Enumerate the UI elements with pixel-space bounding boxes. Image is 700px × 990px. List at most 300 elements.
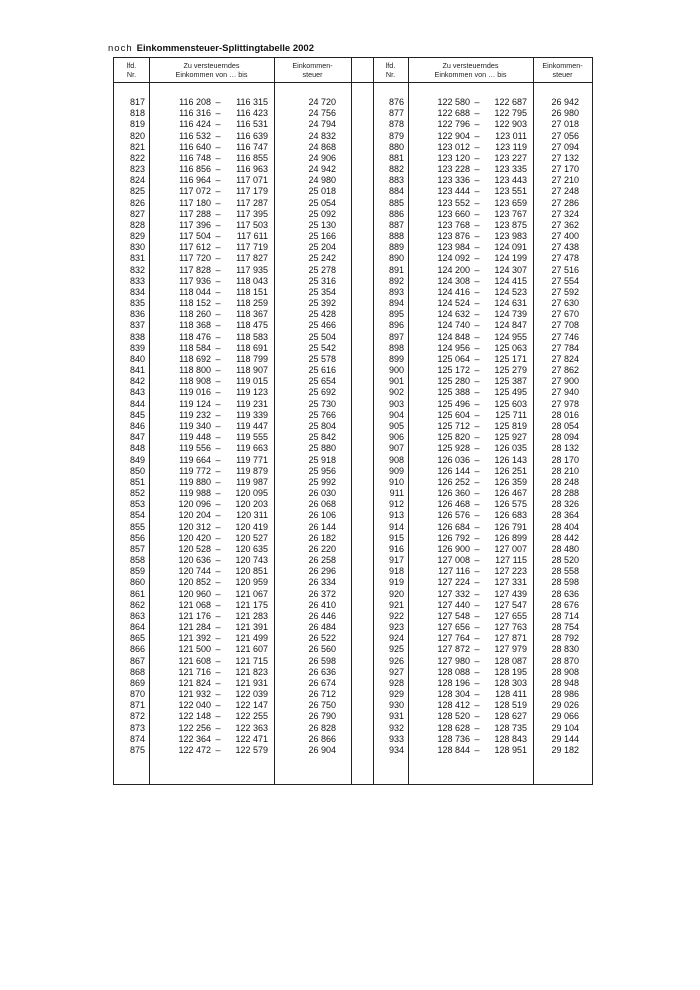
table-cell: – <box>474 409 480 420</box>
table-cell: 25 766 <box>308 409 336 420</box>
table-cell: 849 <box>129 454 145 465</box>
table-cell: 894 <box>388 298 404 309</box>
table-cell: 122 472 <box>178 744 211 755</box>
table-cell: 25 692 <box>308 387 336 398</box>
table-cell: – <box>474 175 480 186</box>
table-cell: – <box>215 677 221 688</box>
table-cell: – <box>215 152 221 163</box>
table-cell: 126 899 <box>494 532 527 543</box>
table-cell: – <box>474 398 480 409</box>
table-cell: 26 296 <box>308 566 336 577</box>
table-cell: – <box>474 689 480 700</box>
table-cell: 120 311 <box>236 510 268 521</box>
table-cell: 27 940 <box>551 387 579 398</box>
column-income-to <box>225 97 268 756</box>
table-cell: 925 <box>388 644 404 655</box>
table-cell: – <box>215 610 221 621</box>
table-cell: 118 475 <box>236 320 268 331</box>
table-cell: – <box>474 744 480 755</box>
table-cell: 128 304 <box>437 689 470 700</box>
table-cell: 126 683 <box>494 510 527 521</box>
table-cell: 28 714 <box>551 610 579 621</box>
table-cell: 119 771 <box>236 454 268 465</box>
table-cell: – <box>215 588 221 599</box>
table-cell: 26 866 <box>308 733 336 744</box>
table-cell: – <box>474 488 480 499</box>
table-cell: – <box>474 275 480 286</box>
table-cell: 843 <box>129 387 145 398</box>
table-cell: 25 466 <box>308 320 336 331</box>
table-cell: 28 364 <box>551 510 579 521</box>
table-cell: 125 172 <box>437 365 470 376</box>
table-cell: – <box>215 655 221 666</box>
table-cell: 127 440 <box>437 599 470 610</box>
table-cell: 128 735 <box>494 722 527 733</box>
table-cell: 124 955 <box>494 331 527 342</box>
table-cell: 124 631 <box>494 298 527 309</box>
table-cell: 901 <box>388 376 404 387</box>
table-cell: – <box>474 420 480 431</box>
table-cell: – <box>215 253 221 264</box>
table-cell: 123 768 <box>437 219 470 230</box>
table-cell: 861 <box>129 588 145 599</box>
table-cell: 25 654 <box>308 376 336 387</box>
table-cell: 123 876 <box>437 231 470 242</box>
table-cell: 27 056 <box>551 130 579 141</box>
table-cell: – <box>215 644 221 655</box>
table-cell: – <box>215 744 221 755</box>
table-cell: 116 747 <box>236 141 268 152</box>
table-cell: 124 308 <box>437 275 470 286</box>
table-cell: 125 063 <box>494 342 527 353</box>
table-cell: 119 772 <box>179 465 211 476</box>
table-cell: 123 552 <box>437 197 470 208</box>
table-cell: 122 256 <box>178 722 211 733</box>
table-cell: 116 855 <box>236 152 268 163</box>
table-cell: 118 584 <box>179 342 211 353</box>
table-cell: 24 794 <box>308 119 336 130</box>
table-cell: 873 <box>129 722 145 733</box>
table-cell: 897 <box>388 331 404 342</box>
table-cell: 826 <box>129 197 145 208</box>
table-cell: 27 400 <box>551 231 579 242</box>
table-cell: 124 199 <box>494 253 527 264</box>
table-cell: 914 <box>388 521 404 532</box>
table-cell: 118 907 <box>236 365 268 376</box>
table-cell: 834 <box>129 286 145 297</box>
table-cell: 27 746 <box>551 331 579 342</box>
table-cell: 124 200 <box>437 264 470 275</box>
table-cell: 27 862 <box>551 365 579 376</box>
table-cell: 121 500 <box>178 644 211 655</box>
table-cell: – <box>474 543 480 554</box>
table-cell: 892 <box>388 275 404 286</box>
table-cell: 844 <box>129 398 145 409</box>
table-cell: 26 446 <box>308 610 336 621</box>
table-cell: – <box>215 465 221 476</box>
header-income-range: Zu versteuerndes Einkommen von … bis <box>434 61 507 79</box>
table-cell: 26 144 <box>308 521 336 532</box>
table-cell: 27 708 <box>551 320 579 331</box>
table-cell: 26 030 <box>308 488 336 499</box>
table-cell: 125 171 <box>494 353 527 364</box>
column-rule <box>408 58 409 784</box>
table-cell: 117 071 <box>236 175 268 186</box>
table-cell: 122 687 <box>494 97 527 107</box>
table-cell: 124 739 <box>494 309 527 320</box>
table-cell: 853 <box>129 499 145 510</box>
table-cell: 26 674 <box>308 677 336 688</box>
table-cell: – <box>474 130 480 141</box>
table-cell: 868 <box>129 666 145 677</box>
header-rule <box>114 82 592 83</box>
table-cell: 24 980 <box>308 175 336 186</box>
table-cell: 27 210 <box>551 175 579 186</box>
table-cell: 123 983 <box>494 231 527 242</box>
table-cell: 127 764 <box>437 633 470 644</box>
table-cell: – <box>474 577 480 588</box>
table-cell: – <box>215 320 221 331</box>
table-cell: 29 104 <box>551 722 579 733</box>
table-cell: – <box>215 499 221 510</box>
table-cell: 125 279 <box>494 365 527 376</box>
table-cell: 846 <box>129 420 145 431</box>
table-cell: 123 012 <box>437 141 470 152</box>
table-cell: 123 551 <box>494 186 527 197</box>
table-cell: 127 224 <box>437 577 470 588</box>
table-cell: 870 <box>129 689 145 700</box>
table-cell: 24 756 <box>308 108 336 119</box>
table-cell: 128 411 <box>495 689 527 700</box>
table-cell: 913 <box>388 510 404 521</box>
table-cell: 24 832 <box>308 130 336 141</box>
table-cell: 126 575 <box>494 499 527 510</box>
table-cell: 125 603 <box>494 398 527 409</box>
table-cell: 128 088 <box>437 666 470 677</box>
table-cell: 126 359 <box>494 476 527 487</box>
table-cell: 118 367 <box>236 309 268 320</box>
table-cell: 841 <box>129 365 145 376</box>
table-cell: 120 960 <box>178 588 211 599</box>
table-cell: 905 <box>388 420 404 431</box>
table-cell: 25 278 <box>308 264 336 275</box>
table-cell: 27 478 <box>551 253 579 264</box>
table-cell: 832 <box>129 264 145 275</box>
table-cell: 122 040 <box>178 700 211 711</box>
table-cell: – <box>474 152 480 163</box>
table-cell: 902 <box>388 387 404 398</box>
table-cell: 921 <box>388 599 404 610</box>
table-cell: 27 094 <box>551 141 579 152</box>
table-cell: 116 423 <box>236 108 268 119</box>
header-tax: Einkommen- steuer <box>542 61 583 79</box>
table-cell: 126 468 <box>437 499 470 510</box>
table-cell: – <box>474 164 480 175</box>
table-cell: 919 <box>388 577 404 588</box>
table-cell: 128 843 <box>494 733 527 744</box>
table-cell: – <box>474 141 480 152</box>
table-cell: 881 <box>388 152 404 163</box>
table-cell: 860 <box>129 577 145 588</box>
table-cell: – <box>215 164 221 175</box>
table-cell: – <box>474 700 480 711</box>
table-cell: 827 <box>129 208 145 219</box>
table-cell: 848 <box>129 443 145 454</box>
table-cell: 127 116 <box>438 566 470 577</box>
tax-table <box>113 57 593 785</box>
table-cell: 118 476 <box>179 331 211 342</box>
table-cell: 123 336 <box>437 175 470 186</box>
table-cell: 119 232 <box>179 409 211 420</box>
table-cell: 924 <box>388 633 404 644</box>
table-cell: 858 <box>129 555 145 566</box>
header-lfd-nr: lfd. Nr. <box>385 61 396 79</box>
table-cell: 25 316 <box>308 275 336 286</box>
table-cell: 116 639 <box>236 130 268 141</box>
table-cell: 933 <box>388 733 404 744</box>
table-cell: 124 307 <box>494 264 527 275</box>
table-cell: 119 447 <box>236 420 268 431</box>
table-cell: 27 900 <box>551 376 579 387</box>
table-cell: 26 372 <box>308 588 336 599</box>
table-cell: 117 072 <box>179 186 211 197</box>
table-cell: 876 <box>388 97 404 107</box>
table-cell: 26 828 <box>308 722 336 733</box>
table-cell: 122 903 <box>494 119 527 130</box>
table-cell: – <box>215 722 221 733</box>
table-cell: 127 548 <box>437 610 470 621</box>
table-cell: 842 <box>129 376 145 387</box>
table-cell: 28 054 <box>551 420 579 431</box>
table-cell: – <box>215 231 221 242</box>
table-cell: 847 <box>129 432 145 443</box>
table-cell: – <box>474 711 480 722</box>
table-cell: – <box>474 264 480 275</box>
table-cell: – <box>474 376 480 387</box>
table-cell: 121 608 <box>178 655 211 666</box>
table-cell: 856 <box>129 532 145 543</box>
table-cell: 855 <box>129 521 145 532</box>
table-cell: 26 598 <box>308 655 336 666</box>
table-cell: – <box>474 666 480 677</box>
table-cell: 26 410 <box>308 599 336 610</box>
table-cell: 27 592 <box>551 286 579 297</box>
table-cell: 882 <box>388 164 404 175</box>
table-cell: 26 560 <box>308 644 336 655</box>
table-cell: 118 799 <box>236 353 268 364</box>
table-cell: 28 754 <box>551 622 579 633</box>
table-cell: 28 094 <box>551 432 579 443</box>
table-cell: 126 251 <box>494 465 527 476</box>
table-cell: 121 931 <box>235 677 268 688</box>
table-cell: 126 900 <box>437 543 470 554</box>
table-cell: 26 258 <box>308 555 336 566</box>
table-cell: 839 <box>129 342 145 353</box>
table-cell: 840 <box>129 353 145 364</box>
table-cell: – <box>474 309 480 320</box>
table-cell: 29 182 <box>551 744 579 755</box>
table-cell: – <box>474 208 480 219</box>
column-lfd-nr <box>373 97 404 756</box>
table-cell: 28 288 <box>551 488 579 499</box>
table-cell: 128 736 <box>437 733 470 744</box>
table-cell: 898 <box>388 342 404 353</box>
table-cell: 866 <box>129 644 145 655</box>
table-cell: 28 404 <box>551 521 579 532</box>
table-cell: 875 <box>129 744 145 755</box>
table-cell: 120 203 <box>235 499 268 510</box>
table-cell: – <box>215 175 221 186</box>
table-cell: 126 467 <box>494 488 527 499</box>
table-cell: – <box>215 286 221 297</box>
table-cell: 120 204 <box>178 510 211 521</box>
table-cell: 116 315 <box>236 97 268 107</box>
table-cell: 25 918 <box>308 454 336 465</box>
table-cell: 28 636 <box>551 588 579 599</box>
table-cell: 911 <box>389 488 404 499</box>
table-cell: 125 495 <box>494 387 527 398</box>
table-cell: 120 636 <box>178 555 211 566</box>
table-cell: 867 <box>129 655 145 666</box>
table-cell: 27 018 <box>551 119 579 130</box>
table-cell: 824 <box>129 175 145 186</box>
table-cell: 120 959 <box>235 577 268 588</box>
table-cell: 880 <box>388 141 404 152</box>
table-cell: – <box>474 331 480 342</box>
table-cell: 124 415 <box>494 275 527 286</box>
table-cell: 121 607 <box>235 644 268 655</box>
table-cell: 116 963 <box>236 164 268 175</box>
table-cell: 119 123 <box>236 387 268 398</box>
table-cell: – <box>215 577 221 588</box>
column-lfd-nr <box>114 97 145 756</box>
table-cell: 27 978 <box>551 398 579 409</box>
table-cell: 118 908 <box>179 376 211 387</box>
table-cell: 118 692 <box>179 353 211 364</box>
table-cell: 28 870 <box>551 655 579 666</box>
table-cell: 930 <box>388 700 404 711</box>
table-cell: 864 <box>129 622 145 633</box>
table-cell: 872 <box>129 711 145 722</box>
table-cell: 24 942 <box>308 164 336 175</box>
table-cell: 825 <box>129 186 145 197</box>
table-cell: – <box>215 443 221 454</box>
table-cell: 124 523 <box>494 286 527 297</box>
table-cell: 122 796 <box>437 119 470 130</box>
table-cell: – <box>474 286 480 297</box>
table-cell: – <box>215 130 221 141</box>
table-cell: 122 580 <box>437 97 470 107</box>
table-cell: 831 <box>129 253 145 264</box>
table-cell: 126 792 <box>437 532 470 543</box>
table-cell: 120 852 <box>178 577 211 588</box>
table-cell: – <box>215 242 221 253</box>
table-cell: 25 092 <box>308 208 336 219</box>
table-cell: 865 <box>129 633 145 644</box>
table-cell: – <box>215 733 221 744</box>
table-cell: 869 <box>129 677 145 688</box>
table-cell: – <box>474 320 480 331</box>
table-cell: 123 984 <box>437 242 470 253</box>
table-cell: 123 335 <box>494 164 527 175</box>
table-cell: 124 091 <box>494 242 527 253</box>
table-cell: 124 416 <box>437 286 470 297</box>
table-cell: – <box>474 566 480 577</box>
table-cell: 871 <box>129 700 145 711</box>
table-cell: – <box>215 97 221 107</box>
table-cell: 128 087 <box>494 655 527 666</box>
table-cell: 118 151 <box>236 286 268 297</box>
table-cell: 922 <box>388 610 404 621</box>
table-cell: 117 503 <box>236 219 268 230</box>
table-cell: 884 <box>388 186 404 197</box>
table-cell: 116 856 <box>179 164 211 175</box>
table-cell: 822 <box>129 152 145 163</box>
table-cell: 117 180 <box>179 197 211 208</box>
table-cell: 906 <box>388 432 404 443</box>
table-cell: 29 066 <box>551 711 579 722</box>
table-cell: – <box>474 555 480 566</box>
table-cell: – <box>215 264 221 275</box>
table-cell: 26 636 <box>308 666 336 677</box>
column-tax <box>533 97 579 756</box>
table-cell: – <box>474 510 480 521</box>
table-cell: 25 616 <box>308 365 336 376</box>
table-cell: 117 504 <box>179 231 211 242</box>
table-cell: 25 054 <box>308 197 336 208</box>
table-cell: 124 956 <box>437 342 470 353</box>
table-cell: 118 043 <box>236 275 268 286</box>
table-cell: 28 248 <box>551 476 579 487</box>
table-cell: 857 <box>129 543 145 554</box>
table-cell: 128 627 <box>494 711 527 722</box>
table-cell: 883 <box>388 175 404 186</box>
table-cell: 119 231 <box>236 398 268 409</box>
table-cell: 120 527 <box>235 532 268 543</box>
table-cell: 886 <box>388 208 404 219</box>
table-cell: – <box>474 588 480 599</box>
table-cell: – <box>215 119 221 130</box>
column-rule <box>351 58 352 784</box>
table-cell: 123 120 <box>437 152 470 163</box>
table-cell: 28 598 <box>551 577 579 588</box>
table-cell: 119 987 <box>236 476 268 487</box>
table-cell: – <box>474 186 480 197</box>
table-cell: – <box>474 231 480 242</box>
title-text: Einkommensteuer-Splittingtabelle 2002 <box>136 43 314 54</box>
table-cell: – <box>474 454 480 465</box>
table-cell: 895 <box>388 309 404 320</box>
table-cell: 885 <box>388 197 404 208</box>
table-cell: 126 036 <box>437 454 470 465</box>
table-cell: 116 531 <box>236 119 268 130</box>
table-cell: – <box>474 599 480 610</box>
table-cell: 116 316 <box>179 108 211 119</box>
table-cell: 28 442 <box>551 532 579 543</box>
table-cell: – <box>215 420 221 431</box>
table-cell: 838 <box>129 331 145 342</box>
table-cell: 909 <box>388 465 404 476</box>
table-cell: 25 130 <box>308 219 336 230</box>
table-cell: 119 556 <box>179 443 211 454</box>
table-cell: 28 792 <box>551 633 579 644</box>
table-cell: 28 558 <box>551 566 579 577</box>
table-cell: 851 <box>129 476 145 487</box>
table-cell: 126 576 <box>437 510 470 521</box>
table-cell: 126 252 <box>437 476 470 487</box>
table-cell: 823 <box>129 164 145 175</box>
table-cell: 26 904 <box>308 744 336 755</box>
